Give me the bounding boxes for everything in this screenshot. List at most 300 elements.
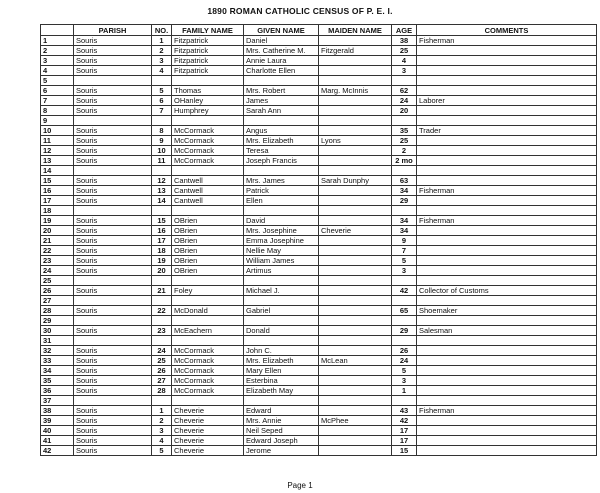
census-table: [40, 24, 597, 456]
parish-cell: Souris: [74, 366, 152, 376]
age-cell: 7: [392, 246, 417, 256]
maiden-name-cell: [319, 126, 392, 136]
table-row: [41, 446, 597, 456]
given-name-cell: Patrick: [244, 186, 319, 196]
table-row: [41, 296, 597, 306]
comments-cell: [417, 396, 597, 406]
comments-cell: [417, 256, 597, 266]
age-cell: [392, 206, 417, 216]
household-number-cell: 5: [152, 86, 172, 96]
parish-cell: Souris: [74, 266, 152, 276]
given-name-cell: Esterbina: [244, 376, 319, 386]
family-name-cell: Cheverie: [172, 416, 244, 426]
given-name-cell: Teresa: [244, 146, 319, 156]
row-number-cell: 34: [41, 366, 74, 376]
column-header-no: NO.: [152, 25, 172, 36]
maiden-name-cell: [319, 386, 392, 396]
maiden-name-cell: [319, 166, 392, 176]
age-cell: [392, 396, 417, 406]
row-number-cell: 5: [41, 76, 74, 86]
household-number-cell: 2: [152, 416, 172, 426]
comments-cell: [417, 86, 597, 96]
parish-cell: Souris: [74, 386, 152, 396]
given-name-cell: Daniel: [244, 36, 319, 46]
comments-cell: [417, 426, 597, 436]
family-name-cell: OBrien: [172, 266, 244, 276]
household-number-cell: 3: [152, 56, 172, 66]
parish-cell: Souris: [74, 106, 152, 116]
age-cell: [392, 166, 417, 176]
maiden-name-cell: [319, 266, 392, 276]
family-name-cell: OBrien: [172, 236, 244, 246]
family-name-cell: OBrien: [172, 256, 244, 266]
table-row: [41, 336, 597, 346]
family-name-cell: Cantwell: [172, 196, 244, 206]
maiden-name-cell: Sarah Dunphy: [319, 176, 392, 186]
parish-cell: [74, 76, 152, 86]
table-row: [41, 426, 597, 436]
given-name-cell: Mary Ellen: [244, 366, 319, 376]
table-row: [41, 346, 597, 356]
age-cell: 3: [392, 376, 417, 386]
given-name-cell: James: [244, 96, 319, 106]
family-name-cell: [172, 76, 244, 86]
parish-cell: Souris: [74, 256, 152, 266]
household-number-cell: 20: [152, 266, 172, 276]
family-name-cell: [172, 166, 244, 176]
given-name-cell: Elizabeth May: [244, 386, 319, 396]
given-name-cell: [244, 396, 319, 406]
maiden-name-cell: [319, 346, 392, 356]
family-name-cell: McCormack: [172, 366, 244, 376]
age-cell: 17: [392, 426, 417, 436]
household-number-cell: 21: [152, 286, 172, 296]
household-number-cell: 7: [152, 106, 172, 116]
maiden-name-cell: [319, 236, 392, 246]
row-number-cell: 12: [41, 146, 74, 156]
table-row: [41, 126, 597, 136]
maiden-name-cell: [319, 376, 392, 386]
comments-cell: [417, 116, 597, 126]
age-cell: 25: [392, 46, 417, 56]
table-row: [41, 136, 597, 146]
household-number-cell: 18: [152, 246, 172, 256]
comments-cell: [417, 136, 597, 146]
age-cell: 15: [392, 446, 417, 456]
household-number-cell: [152, 336, 172, 346]
parish-cell: Souris: [74, 56, 152, 66]
parish-cell: Souris: [74, 356, 152, 366]
family-name-cell: McCormack: [172, 386, 244, 396]
maiden-name-cell: [319, 286, 392, 296]
family-name-cell: [172, 396, 244, 406]
row-number-cell: 33: [41, 356, 74, 366]
row-number-cell: 7: [41, 96, 74, 106]
family-name-cell: [172, 296, 244, 306]
given-name-cell: Mrs. Robert: [244, 86, 319, 96]
family-name-cell: Cheverie: [172, 446, 244, 456]
parish-cell: [74, 206, 152, 216]
row-number-cell: 23: [41, 256, 74, 266]
family-name-cell: Cantwell: [172, 186, 244, 196]
parish-cell: Souris: [74, 376, 152, 386]
row-number-cell: 21: [41, 236, 74, 246]
comments-cell: [417, 236, 597, 246]
table-row: [41, 316, 597, 326]
age-cell: 20: [392, 106, 417, 116]
given-name-cell: [244, 76, 319, 86]
row-number-cell: 9: [41, 116, 74, 126]
maiden-name-cell: McLean: [319, 356, 392, 366]
given-name-cell: [244, 116, 319, 126]
age-cell: 3: [392, 266, 417, 276]
comments-cell: Shoemaker: [417, 306, 597, 316]
given-name-cell: Mrs. Annie: [244, 416, 319, 426]
table-row: [41, 286, 597, 296]
age-cell: 42: [392, 416, 417, 426]
parish-cell: Souris: [74, 286, 152, 296]
maiden-name-cell: McPhee: [319, 416, 392, 426]
age-cell: [392, 316, 417, 326]
family-name-cell: Cheverie: [172, 436, 244, 446]
given-name-cell: Nellie May: [244, 246, 319, 256]
row-number-cell: 2: [41, 46, 74, 56]
age-cell: 34: [392, 226, 417, 236]
maiden-name-cell: [319, 146, 392, 156]
household-number-cell: [152, 206, 172, 216]
comments-cell: [417, 106, 597, 116]
family-name-cell: Thomas: [172, 86, 244, 96]
given-name-cell: Gabriel: [244, 306, 319, 316]
row-number-cell: 38: [41, 406, 74, 416]
household-number-cell: 25: [152, 356, 172, 366]
row-number-cell: 17: [41, 196, 74, 206]
comments-cell: [417, 416, 597, 426]
household-number-cell: 24: [152, 346, 172, 356]
row-number-cell: 31: [41, 336, 74, 346]
maiden-name-cell: Marg. McInnis: [319, 86, 392, 96]
table-row: [41, 246, 597, 256]
maiden-name-cell: [319, 36, 392, 46]
maiden-name-cell: [319, 336, 392, 346]
family-name-cell: McCormack: [172, 156, 244, 166]
age-cell: 38: [392, 36, 417, 46]
parish-cell: Souris: [74, 236, 152, 246]
column-header-given-name: GIVEN NAME: [244, 25, 319, 36]
age-cell: 25: [392, 136, 417, 146]
household-number-cell: 28: [152, 386, 172, 396]
comments-cell: [417, 316, 597, 326]
household-number-cell: 13: [152, 186, 172, 196]
table-row: [41, 156, 597, 166]
given-name-cell: Mrs. Elizabeth: [244, 136, 319, 146]
row-number-cell: 16: [41, 186, 74, 196]
parish-cell: Souris: [74, 426, 152, 436]
household-number-cell: 1: [152, 36, 172, 46]
parish-cell: [74, 336, 152, 346]
parish-cell: Souris: [74, 226, 152, 236]
comments-cell: [417, 386, 597, 396]
row-number-cell: 32: [41, 346, 74, 356]
comments-cell: Fisherman: [417, 186, 597, 196]
household-number-cell: 8: [152, 126, 172, 136]
given-name-cell: [244, 206, 319, 216]
given-name-cell: [244, 166, 319, 176]
maiden-name-cell: [319, 106, 392, 116]
row-number-cell: 37: [41, 396, 74, 406]
row-number-cell: 4: [41, 66, 74, 76]
household-number-cell: 1: [152, 406, 172, 416]
table-row: [41, 186, 597, 196]
household-number-cell: [152, 76, 172, 86]
age-cell: [392, 116, 417, 126]
household-number-cell: [152, 316, 172, 326]
given-name-cell: Joseph Francis: [244, 156, 319, 166]
row-number-cell: 42: [41, 446, 74, 456]
row-number-cell: 27: [41, 296, 74, 306]
comments-cell: Collector of Customs: [417, 286, 597, 296]
parish-cell: Souris: [74, 346, 152, 356]
parish-cell: Souris: [74, 246, 152, 256]
household-number-cell: 11: [152, 156, 172, 166]
table-row: [41, 46, 597, 56]
maiden-name-cell: [319, 56, 392, 66]
comments-cell: [417, 346, 597, 356]
given-name-cell: Annie Laura: [244, 56, 319, 66]
maiden-name-cell: [319, 186, 392, 196]
comments-cell: [417, 246, 597, 256]
given-name-cell: Charlotte Ellen: [244, 66, 319, 76]
parish-cell: Souris: [74, 36, 152, 46]
row-number-cell: 24: [41, 266, 74, 276]
maiden-name-cell: Fitzgerald: [319, 46, 392, 56]
table-row: [41, 86, 597, 96]
comments-cell: [417, 276, 597, 286]
maiden-name-cell: [319, 156, 392, 166]
maiden-name-cell: [319, 96, 392, 106]
parish-cell: [74, 396, 152, 406]
household-number-cell: 12: [152, 176, 172, 186]
family-name-cell: McCormack: [172, 376, 244, 386]
age-cell: 2: [392, 146, 417, 156]
household-number-cell: 17: [152, 236, 172, 246]
parish-cell: Souris: [74, 436, 152, 446]
row-number-cell: 28: [41, 306, 74, 316]
table-row: [41, 386, 597, 396]
row-number-cell: 25: [41, 276, 74, 286]
table-row: [41, 106, 597, 116]
comments-cell: Trader: [417, 126, 597, 136]
maiden-name-cell: [319, 316, 392, 326]
age-cell: 29: [392, 326, 417, 336]
table-row: [41, 366, 597, 376]
maiden-name-cell: [319, 246, 392, 256]
comments-cell: Salesman: [417, 326, 597, 336]
table-row: [41, 216, 597, 226]
row-number-cell: 30: [41, 326, 74, 336]
maiden-name-cell: [319, 296, 392, 306]
comments-cell: [417, 196, 597, 206]
maiden-name-cell: [319, 406, 392, 416]
given-name-cell: Artimus: [244, 266, 319, 276]
household-number-cell: 4: [152, 66, 172, 76]
table-row: [41, 76, 597, 86]
table-row: [41, 116, 597, 126]
maiden-name-cell: [319, 436, 392, 446]
parish-cell: Souris: [74, 146, 152, 156]
age-cell: 24: [392, 96, 417, 106]
table-row: [41, 96, 597, 106]
table-row: [41, 196, 597, 206]
family-name-cell: McCormack: [172, 346, 244, 356]
maiden-name-cell: [319, 306, 392, 316]
comments-cell: Fisherman: [417, 36, 597, 46]
comments-cell: [417, 156, 597, 166]
parish-cell: Souris: [74, 416, 152, 426]
family-name-cell: McCormack: [172, 356, 244, 366]
row-number-cell: 3: [41, 56, 74, 66]
row-number-cell: 39: [41, 416, 74, 426]
table-row: [41, 66, 597, 76]
given-name-cell: [244, 276, 319, 286]
family-name-cell: Humphrey: [172, 106, 244, 116]
comments-cell: [417, 146, 597, 156]
family-name-cell: Cheverie: [172, 406, 244, 416]
given-name-cell: [244, 316, 319, 326]
parish-cell: Souris: [74, 306, 152, 316]
table-row: [41, 146, 597, 156]
given-name-cell: David: [244, 216, 319, 226]
age-cell: 1: [392, 386, 417, 396]
comments-cell: [417, 296, 597, 306]
given-name-cell: John C.: [244, 346, 319, 356]
family-name-cell: McDonald: [172, 306, 244, 316]
given-name-cell: William James: [244, 256, 319, 266]
column-header-maiden-name: MAIDEN NAME: [319, 25, 392, 36]
table-row: [41, 226, 597, 236]
household-number-cell: 26: [152, 366, 172, 376]
page-number: Page 1: [287, 481, 313, 490]
family-name-cell: Fitzpatrick: [172, 36, 244, 46]
given-name-cell: Mrs. Josephine: [244, 226, 319, 236]
table-row: [41, 56, 597, 66]
household-number-cell: 15: [152, 216, 172, 226]
parish-cell: Souris: [74, 96, 152, 106]
maiden-name-cell: [319, 256, 392, 266]
table-row: [41, 266, 597, 276]
family-name-cell: Cheverie: [172, 426, 244, 436]
maiden-name-cell: [319, 76, 392, 86]
family-name-cell: Foley: [172, 286, 244, 296]
age-cell: 5: [392, 256, 417, 266]
comments-cell: [417, 336, 597, 346]
household-number-cell: 9: [152, 136, 172, 146]
family-name-cell: Fitzpatrick: [172, 66, 244, 76]
parish-cell: Souris: [74, 406, 152, 416]
age-cell: [392, 76, 417, 86]
maiden-name-cell: [319, 396, 392, 406]
family-name-cell: [172, 276, 244, 286]
row-number-cell: 6: [41, 86, 74, 96]
comments-cell: [417, 46, 597, 56]
maiden-name-cell: Lyons: [319, 136, 392, 146]
household-number-cell: [152, 396, 172, 406]
household-number-cell: [152, 276, 172, 286]
row-number-cell: 19: [41, 216, 74, 226]
parish-cell: Souris: [74, 46, 152, 56]
household-number-cell: [152, 166, 172, 176]
row-number-cell: 35: [41, 376, 74, 386]
family-name-cell: OBrien: [172, 246, 244, 256]
table-row: [41, 306, 597, 316]
table-row: [41, 356, 597, 366]
age-cell: 65: [392, 306, 417, 316]
column-header-age: AGE: [392, 25, 417, 36]
household-number-cell: 2: [152, 46, 172, 56]
table-row: [41, 326, 597, 336]
age-cell: [392, 296, 417, 306]
maiden-name-cell: [319, 446, 392, 456]
parish-cell: Souris: [74, 196, 152, 206]
comments-cell: [417, 56, 597, 66]
parish-cell: Souris: [74, 136, 152, 146]
table-row: [41, 406, 597, 416]
age-cell: 34: [392, 216, 417, 226]
age-cell: 4: [392, 56, 417, 66]
household-number-cell: 16: [152, 226, 172, 236]
maiden-name-cell: [319, 66, 392, 76]
age-cell: 43: [392, 406, 417, 416]
row-number-cell: 8: [41, 106, 74, 116]
family-name-cell: OHanley: [172, 96, 244, 106]
age-cell: 24: [392, 356, 417, 366]
age-cell: 34: [392, 186, 417, 196]
family-name-cell: Cantwell: [172, 176, 244, 186]
maiden-name-cell: [319, 206, 392, 216]
given-name-cell: [244, 336, 319, 346]
family-name-cell: McCormack: [172, 126, 244, 136]
row-number-cell: 1: [41, 36, 74, 46]
age-cell: 17: [392, 436, 417, 446]
maiden-name-cell: [319, 326, 392, 336]
given-name-cell: Edward: [244, 406, 319, 416]
column-header-row-number: [41, 25, 74, 36]
parish-cell: Souris: [74, 126, 152, 136]
parish-cell: Souris: [74, 326, 152, 336]
given-name-cell: Angus: [244, 126, 319, 136]
parish-cell: [74, 316, 152, 326]
given-name-cell: Michael J.: [244, 286, 319, 296]
household-number-cell: [152, 296, 172, 306]
table-row: [41, 206, 597, 216]
age-cell: 63: [392, 176, 417, 186]
row-number-cell: 11: [41, 136, 74, 146]
given-name-cell: Sarah Ann: [244, 106, 319, 116]
column-header-comments: COMMENTS: [417, 25, 597, 36]
given-name-cell: Mrs. Elizabeth: [244, 356, 319, 366]
family-name-cell: McEachern: [172, 326, 244, 336]
document-title: 1890 ROMAN CATHOLIC CENSUS OF P. E. I.: [207, 6, 393, 16]
given-name-cell: Donald: [244, 326, 319, 336]
parish-cell: Souris: [74, 156, 152, 166]
row-number-cell: 36: [41, 386, 74, 396]
row-number-cell: 40: [41, 426, 74, 436]
parish-cell: Souris: [74, 216, 152, 226]
row-number-cell: 13: [41, 156, 74, 166]
age-cell: 9: [392, 236, 417, 246]
parish-cell: [74, 276, 152, 286]
comments-cell: Fisherman: [417, 216, 597, 226]
